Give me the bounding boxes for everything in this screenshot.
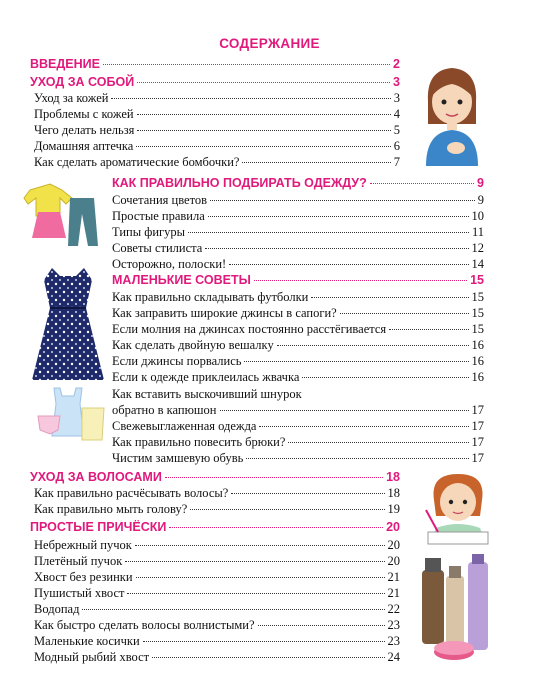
toc-entry-label: Чистим замшевую обувь <box>112 451 244 465</box>
dot-leader <box>137 114 391 115</box>
toc-entry-label: обратно в капюшон <box>112 403 217 417</box>
toc-entry-label: КАК ПРАВИЛЬНО ПОДБИРАТЬ ОДЕЖДУ? <box>112 176 367 190</box>
toc-page-number: 17 <box>471 419 484 433</box>
toc-entry[interactable] <box>112 225 484 241</box>
toc-entry-label: Как правильно мыть голову? <box>34 502 188 516</box>
toc-page-number: 17 <box>471 403 484 417</box>
dot-leader <box>389 329 468 330</box>
toc-entry-label: ВВЕДЕНИЕ <box>30 57 100 71</box>
dot-leader <box>229 264 468 265</box>
toc-page-number: 23 <box>387 618 400 632</box>
toc-page-number: 24 <box>387 650 400 664</box>
dot-leader <box>125 561 384 562</box>
toc-entry-label: УХОД ЗА СОБОЙ <box>30 75 135 89</box>
toc-entry[interactable] <box>112 370 484 386</box>
toc-entry-label: Как правильно повесить брюки? <box>112 435 286 449</box>
toc-page-number: 21 <box>387 586 400 600</box>
toc-page-number: 20 <box>387 554 400 568</box>
toc-entry-label: Типы фигуры <box>112 225 186 239</box>
toc-entry[interactable] <box>112 257 484 273</box>
toc-entry-label: Как правильно складывать футболки <box>112 290 309 304</box>
underwear-illustration <box>36 386 106 442</box>
toc-page-number: 9 <box>477 193 484 207</box>
toc-page-number: 16 <box>471 338 484 352</box>
toc-entry[interactable] <box>112 209 484 225</box>
toc-entry[interactable] <box>34 91 400 107</box>
toc-entry-label: Как быстро сделать волосы волнистыми? <box>34 618 255 632</box>
toc-page-number: 16 <box>471 354 484 368</box>
toc-page-number: 4 <box>393 107 400 121</box>
dot-leader <box>190 509 384 510</box>
toc-page-number: 15 <box>471 306 484 320</box>
toc-entry-label: Водопад <box>34 602 80 616</box>
toc-entry[interactable] <box>112 451 484 467</box>
toc-entry[interactable] <box>112 306 484 322</box>
toc-entry[interactable] <box>112 322 484 338</box>
dot-leader <box>143 641 385 642</box>
toc-entry-label: Плетёный пучок <box>34 554 123 568</box>
toc-section-heading[interactable] <box>30 520 400 538</box>
dot-leader <box>254 280 467 281</box>
dot-leader <box>340 313 469 314</box>
toc-page-number: 3 <box>393 91 400 105</box>
toc-section-heading[interactable] <box>112 273 484 291</box>
toc-page-number: 2 <box>393 57 400 71</box>
toc-page-number: 12 <box>471 241 484 255</box>
toc-entry-label: Свежевыглаженная одежда <box>112 419 257 433</box>
toc-entry[interactable] <box>34 618 400 634</box>
toc-entry-label: Если молния на джинсах постоянно расстёгивается <box>112 322 387 336</box>
toc-entry-label: Модный рыбий хвост <box>34 650 150 664</box>
polka-dot-dress-illustration <box>30 266 106 384</box>
toc-entry[interactable] <box>34 123 400 139</box>
toc-entry[interactable] <box>34 586 400 602</box>
toc-entry-label: УХОД ЗА ВОЛОСАМИ <box>30 470 162 484</box>
toc-entry[interactable] <box>112 403 484 419</box>
dot-leader <box>188 232 469 233</box>
toc-entry-label: Пушистый хвост <box>34 586 125 600</box>
toc-page-number: 3 <box>393 75 400 89</box>
toc-page-number: 22 <box>387 602 400 616</box>
dot-leader <box>127 593 384 594</box>
toc-entry-label: Как правильно расчёсывать волосы? <box>34 486 229 500</box>
dot-leader <box>259 426 468 427</box>
toc-entry[interactable] <box>34 634 400 650</box>
dot-leader <box>136 577 385 578</box>
dot-leader <box>82 609 384 610</box>
toc-page-number: 11 <box>471 225 484 239</box>
toc-entry-label: Советы стилиста <box>112 241 203 255</box>
toc-page-number: 20 <box>386 520 400 534</box>
clothes-set-illustration <box>22 182 104 248</box>
toc-entry[interactable] <box>34 139 400 155</box>
toc-page-number: 14 <box>471 257 484 271</box>
dot-leader <box>103 64 390 65</box>
toc-entry[interactable] <box>34 155 400 171</box>
toc-page-number: 19 <box>387 502 400 516</box>
toc-entry-label: Если джинсы порвались <box>112 354 242 368</box>
toc-entry[interactable] <box>34 554 400 570</box>
dot-leader <box>136 146 390 147</box>
toc-entry-label: Хвост без резинки <box>34 570 133 584</box>
toc-entry[interactable] <box>112 193 484 209</box>
dot-leader <box>137 82 390 83</box>
dot-leader <box>370 183 474 184</box>
dot-leader <box>242 162 390 163</box>
toc-page-number: 21 <box>387 570 400 584</box>
toc-entry[interactable] <box>34 502 400 518</box>
dot-leader <box>208 216 469 217</box>
toc-entry[interactable] <box>34 538 400 554</box>
dot-leader <box>258 625 385 626</box>
toc-page-number: 15 <box>471 290 484 304</box>
toc-entry-label: Как вставить выскочивший шнурок <box>112 387 302 401</box>
dot-leader <box>152 657 384 658</box>
dot-leader <box>246 458 468 459</box>
page-title: СОДЕРЖАНИЕ <box>219 36 320 51</box>
toc-entry-label: ПРОСТЫЕ ПРИЧЁСКИ <box>30 520 167 534</box>
toc-page-number: 10 <box>471 209 484 223</box>
toc-entry[interactable] <box>112 241 484 257</box>
toc-entry[interactable] <box>34 602 400 618</box>
toc-page-number: 15 <box>470 273 484 287</box>
toc-page-number: 9 <box>477 176 484 190</box>
toc-entry[interactable] <box>112 435 484 451</box>
dot-leader <box>231 493 384 494</box>
toc-entry-label: Домашняя аптечка <box>34 139 134 153</box>
girl-hand-on-chest-illustration <box>418 62 486 168</box>
toc-entry[interactable] <box>112 387 484 403</box>
toc-page-number: 15 <box>471 322 484 336</box>
toc-entry-label: Если к одежде приклеилась жвачка <box>112 370 300 384</box>
toc-entry[interactable] <box>112 338 484 354</box>
dot-leader <box>137 130 390 131</box>
toc-section-heading[interactable] <box>30 57 400 75</box>
toc-section-heading[interactable] <box>112 176 484 194</box>
dot-leader <box>135 545 385 546</box>
toc-page-number: 7 <box>393 155 400 169</box>
toc-entry[interactable] <box>34 107 400 123</box>
toc-page-number: 17 <box>471 435 484 449</box>
toc-page-number: 20 <box>387 538 400 552</box>
toc-entry[interactable] <box>34 650 400 666</box>
toc-entry-label: МАЛЕНЬКИЕ СОВЕТЫ <box>112 273 251 287</box>
toc-entry-label: Как сделать ароматические бомбочки? <box>34 155 240 169</box>
dot-leader <box>311 297 468 298</box>
dot-leader <box>111 98 390 99</box>
toc-page-number: 18 <box>387 486 400 500</box>
dot-leader <box>220 410 469 411</box>
toc-page-number: 23 <box>387 634 400 648</box>
dot-leader <box>244 361 468 362</box>
toc-entry-label: Проблемы с кожей <box>34 107 134 121</box>
toc-page-number: 16 <box>471 370 484 384</box>
girl-writing-illustration <box>418 470 500 546</box>
toc-entry[interactable] <box>112 354 484 370</box>
dot-leader <box>288 442 468 443</box>
toc-entry-label: Сочетания цветов <box>112 193 208 207</box>
toc-entry[interactable] <box>34 486 400 502</box>
dot-leader <box>169 527 383 528</box>
cosmetics-bottles-illustration <box>418 552 498 664</box>
toc-entry-label: Простые правила <box>112 209 205 223</box>
toc-entry-label: Как заправить широкие джинсы в сапоги? <box>112 306 337 320</box>
toc-page-number: 17 <box>471 451 484 465</box>
dot-leader <box>165 477 383 478</box>
toc-entry-label: Маленькие косички <box>34 634 140 648</box>
toc-entry-label: Уход за кожей <box>34 91 109 105</box>
toc-entry-label: Осторожно, полоски! <box>112 257 227 271</box>
toc-page-number: 6 <box>393 139 400 153</box>
toc-page-number: 18 <box>386 470 400 484</box>
toc-entry[interactable] <box>112 419 484 435</box>
dot-leader <box>302 377 468 378</box>
toc-entry[interactable] <box>34 570 400 586</box>
toc-entry-label: Небрежный пучок <box>34 538 132 552</box>
dot-leader <box>210 200 475 201</box>
toc-entry-label: Как сделать двойную вешалку <box>112 338 274 352</box>
dot-leader <box>205 248 468 249</box>
toc-page-number: 5 <box>393 123 400 137</box>
dot-leader <box>277 345 469 346</box>
toc-entry[interactable] <box>112 290 484 306</box>
toc-entry-label: Чего делать нельзя <box>34 123 135 137</box>
